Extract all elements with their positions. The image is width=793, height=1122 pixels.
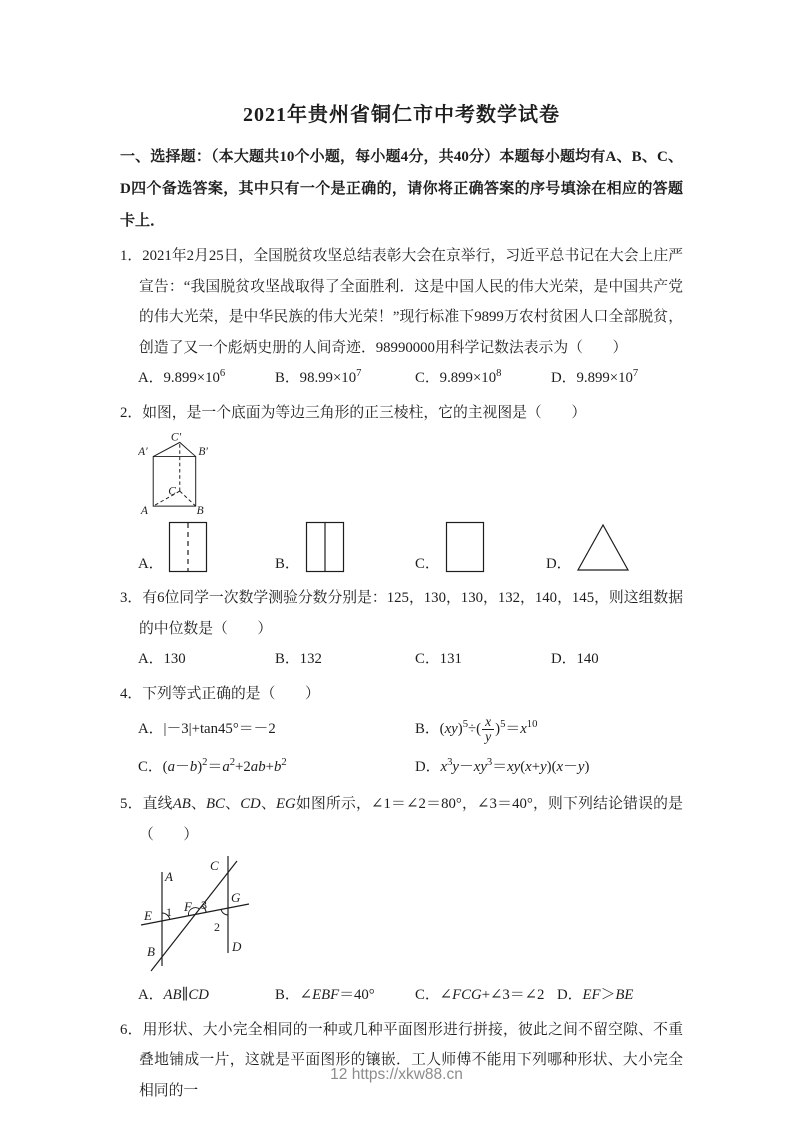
question-1-option-a: A．$9.899\times 10^6$ (138, 368, 226, 386)
angle-label-1: 1 (166, 905, 172, 919)
question-2-stem: 如图，是一个底面为等边三角形的正三棱柱，它的主视图是（ ） (142, 404, 587, 421)
question-5-text (120, 789, 683, 850)
question-6-text (120, 1015, 683, 1107)
question-4-option-c: C．$(a-b)^2=a^2+2ab+b^2$ (138, 757, 287, 775)
question-3-option-a: A．130 (138, 651, 186, 667)
question-2 (120, 398, 683, 574)
question-5-options (120, 980, 683, 1011)
question-5-number: 5． (120, 796, 143, 812)
question-5 (120, 789, 683, 1011)
point-label-f: F (184, 899, 192, 914)
rect-solid-centerline-shape (305, 521, 345, 573)
line-label-a: A (165, 869, 173, 884)
plain-rect-shape (445, 521, 485, 573)
page-title: 2021年贵州省铜仁市中考数学试卷 (243, 104, 560, 126)
question-4-option-b: B．(xy)$^5$÷( $\frac{x}{y}$ )$^5=x^{10}$ (415, 713, 538, 745)
question-1 (120, 241, 683, 394)
question-1-option-c: C．$9.899\times 10^8$ (415, 368, 502, 386)
question-4-option-d: D．$x^3y-xy^3=xy(x+y)(x-y)$ (415, 757, 590, 775)
question-4-options-row-2 (120, 749, 683, 785)
question-1-stem: 2021年2月25日，全国脱贫攻坚总结表彰大会在京举行，习近平总书记在大会上庄严宣告：“我国脱贫攻坚战取得了全面胜利．这是中国人民的伟大光荣，是中国共产党的伟大光荣，是中华民族的伟大光荣！”现行标准下9899万农村贫困人口全部脱贫，创造了又一个彪炳史册的人间奇迹．98990000用科学记数法表示为（ ） (139, 248, 683, 356)
question-1-text (120, 241, 683, 363)
line-label-c: C (210, 858, 219, 873)
question-2-option-c (415, 521, 546, 573)
question-6 (120, 1015, 683, 1107)
question-2-option-a (138, 521, 275, 573)
question-6-number: 6． (120, 1021, 143, 1038)
section-heading: 一、选择题：（本大题共10个小题，每小题4分，共40分）本题每小题均有A、B、C、D四个备选答案，其中只有一个是正确的，请你将正确答案的序号填涂在相应的答题卡上． (120, 149, 683, 229)
question-5-stem: 直线AB、BC、CD、EG如图所示，∠1＝∠2＝80°，∠3＝40°，则下列结论错误的是（ ） (139, 796, 683, 843)
question-2-option-d (546, 521, 683, 573)
option-a-label: A． (138, 556, 164, 572)
point-label-g: G (231, 890, 241, 905)
question-2-text (120, 398, 683, 429)
angle-label-3: 3 (201, 898, 207, 912)
vertex-label-c: C (168, 485, 176, 498)
question-3-text (120, 583, 683, 644)
question-4-text (120, 679, 683, 710)
vertex-label-b-prime: B′ (198, 445, 208, 458)
triangular-prism-figure (138, 430, 218, 515)
vertex-label-a-prime: A′ (138, 445, 148, 458)
intersecting-lines-figure (135, 854, 261, 976)
question-2-options (120, 521, 683, 573)
vertex-label-b: B (196, 505, 204, 515)
question-5-figure (135, 854, 683, 976)
question-4-options-row-1 (120, 709, 683, 749)
option-b-label: B． (275, 556, 300, 572)
question-3-option-b: B．132 (275, 651, 322, 667)
question-6-stem: 用形状、大小完全相同的一种或几种平面图形进行拼接，彼此之间不留空隙、不重叠地铺成一片，这就是平面图形的镶嵌．工人师傅不能用下列哪种形状、大小完全相同的一 (139, 1021, 683, 1099)
vertex-label-a: A (140, 505, 148, 515)
question-1-option-b: B．$98.99\times 10^7$ (275, 368, 362, 386)
question-5-option-c: C．∠FCG+∠3＝∠2 (415, 987, 545, 1003)
rect-dashed-centerline-shape (168, 521, 208, 573)
page-footer: 12 https://xkw88.cn (330, 1066, 463, 1083)
question-3-options (120, 644, 683, 675)
line-label-d: D (232, 939, 242, 954)
question-4-option-a: A．|－3|+tan45°＝－2 (138, 721, 276, 737)
question-1-options (120, 363, 683, 394)
question-2-number: 2． (120, 404, 143, 421)
line-label-e: E (144, 908, 152, 923)
question-2-figure (138, 430, 683, 515)
question-3 (120, 583, 683, 675)
line-label-b: B (147, 944, 155, 959)
question-4 (120, 679, 683, 786)
option-c-label: C． (415, 556, 440, 572)
question-5-option-d: D．EF＞BE (557, 987, 634, 1003)
question-1-number: 1． (120, 248, 143, 264)
question-2-option-b (275, 521, 415, 573)
question-5-option-a: A．AB∥CD (138, 987, 209, 1003)
question-4-stem: 下列等式正确的是（ ） (142, 685, 320, 702)
question-3-number: 3． (120, 590, 143, 606)
triangle-shape (576, 521, 630, 573)
option-d-label: D． (546, 556, 572, 572)
question-5-option-b: B．∠EBF＝40° (275, 987, 375, 1003)
question-4-number: 4． (120, 685, 143, 702)
angle-label-2: 2 (214, 920, 220, 934)
question-3-stem: 有6位同学一次数学测验分数分别是：125，130，130，132，140，145，则这组数据的中位数是（ ） (139, 590, 684, 637)
question-1-option-d: D．$9.899\times 10^7$ (551, 368, 639, 386)
question-3-option-c: C．131 (415, 651, 462, 667)
question-3-option-d: D．140 (551, 651, 599, 667)
vertex-label-c-prime: C′ (170, 431, 182, 444)
